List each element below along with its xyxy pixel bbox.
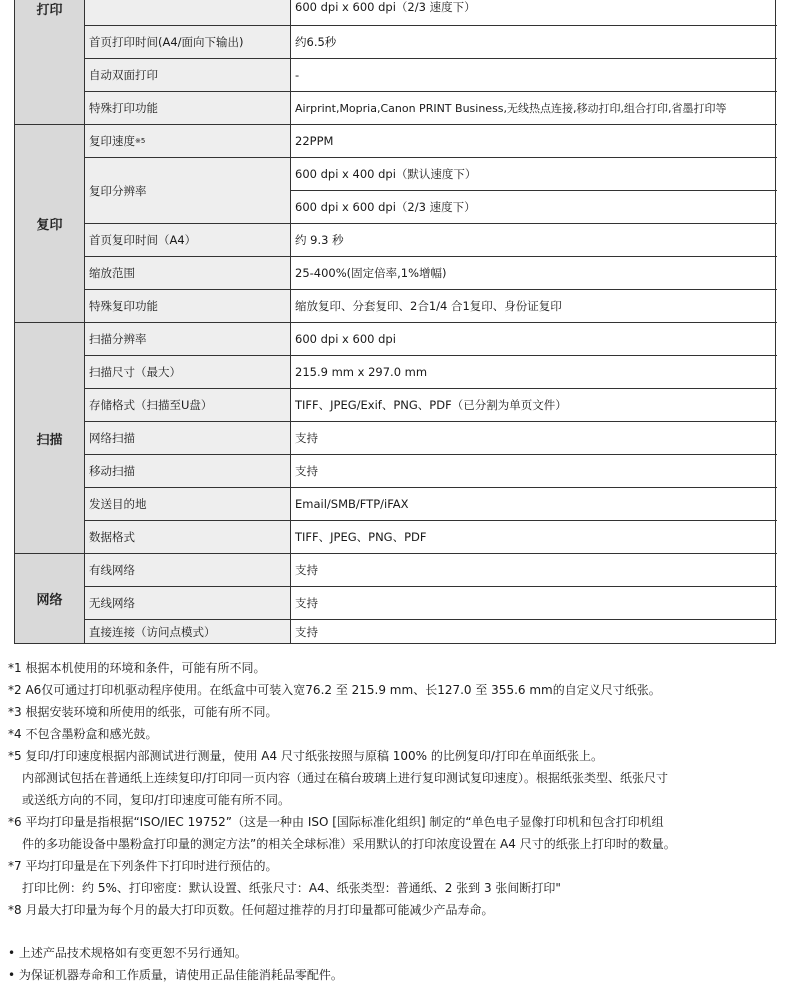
- spacer: [8, 921, 786, 942]
- row-value: Airprint,Mopria,Canon PRINT Business,无线热点连接,移动打印,组合打印,省墨打印等: [295, 102, 727, 115]
- row-value: 约 9.3 秒: [295, 233, 344, 247]
- table-row: [85, 0, 777, 26]
- table-row: [85, 521, 777, 554]
- category-scan: 扫描: [15, 323, 85, 554]
- table-row: [85, 587, 777, 620]
- row-label: 直接连接（访问点模式）: [85, 620, 291, 643]
- footnote: 打印比例：约 5%、打印密度：默认设置、纸张尺寸：A4、纸张类型：普通纸、2 张到 3 张间断打印": [22, 881, 561, 895]
- footnote: *6 平均打印量是指根据“ISO/IEC 19752”（这是一种由 ISO [国际标准化组织] 制定的“单色电子显像打印机和包含打印机组: [8, 815, 664, 829]
- bullet-note: • 为保证机器寿命和工作质量，请使用正品佳能消耗品零配件。: [8, 968, 343, 982]
- row-label: 复印速度 ※5: [85, 125, 291, 157]
- row-value: TIFF、JPEG/Exif、PNG、PDF（已分割为单页文件）: [295, 398, 567, 412]
- row-value: -: [295, 68, 300, 82]
- row-label: 网络扫描: [85, 422, 291, 454]
- row-value: Email/SMB/FTP/iFAX: [295, 497, 409, 511]
- table-row: [85, 59, 777, 92]
- row-label: 首页打印时间(A4/面向下输出): [85, 26, 291, 58]
- table-row: [85, 389, 777, 422]
- row-value: 22PPM: [295, 134, 334, 148]
- table-row: [85, 323, 777, 356]
- row-value: 支持: [295, 563, 318, 577]
- row-label: 有线网络: [85, 554, 291, 586]
- row-label: 数据格式: [85, 521, 291, 553]
- table-row: [85, 125, 777, 158]
- footnote: *5 复印/打印速度根据内部测试进行测量，使用 A4 尺寸纸张按照与原稿 100% 的比例复印/打印在单面纸张上。: [8, 749, 603, 763]
- table-row: [85, 554, 777, 587]
- row-value: 600 dpi x 600 dpi: [295, 332, 396, 346]
- table-row: [85, 92, 777, 125]
- table-row: [85, 620, 777, 643]
- row-value: 支持: [295, 596, 318, 610]
- row-label: 发送目的地: [85, 488, 291, 520]
- table-row: [85, 356, 777, 389]
- footnote: *1 根据本机使用的环境和条件，可能有所不同。: [8, 661, 266, 675]
- row-label: 扫描尺寸（最大）: [85, 356, 291, 388]
- row-value: 600 dpi x 600 dpi（2/3 速度下）: [291, 191, 777, 224]
- row-label: 存储格式（扫描至U盘）: [85, 389, 291, 421]
- row-value: 25-400%(固定倍率,1%增幅): [295, 266, 447, 280]
- footnote: *8 月最大打印量为每个月的最大打印页数。任何超过推荐的月打印量都可能减少产品寿命。: [8, 903, 494, 917]
- row-value: 约6.5秒: [295, 35, 337, 49]
- table-row: [85, 455, 777, 488]
- row-value: 缩放复印、分套复印、2合1/4 合1复印、身份证复印: [295, 299, 562, 313]
- table-row: [85, 257, 777, 290]
- row-value: 支持: [295, 431, 318, 445]
- footnote: 内部测试包括在普通纸上连续复印/打印同一页内容（通过在稿台玻璃上进行复印测试复印速度）。根据纸张类型、纸张尺寸: [22, 771, 669, 785]
- footnote: 件的多功能设备中墨粉盒打印量的测定方法”的相关全球标准）采用默认的打印浓度设置在 A4 尺寸的纸张上打印时的数量。: [22, 837, 676, 851]
- category-network: 网络: [15, 554, 85, 643]
- row-label: 自动双面打印: [85, 59, 291, 91]
- footnotes: [8, 657, 786, 986]
- footnote: *2 A6仅可通过打印机驱动程序使用。在纸盒中可装入宽76.2 至 215.9 mm、长127.0 至 355.6 mm的自定义尺寸纸张。: [8, 683, 661, 697]
- row-value: 支持: [295, 624, 318, 639]
- category-copy: 复印: [15, 125, 85, 323]
- row-label: 移动扫描: [85, 455, 291, 487]
- row-label: [85, 0, 291, 25]
- row-value: TIFF、JPEG、PNG、PDF: [295, 530, 427, 544]
- row-label: 复印分辨率: [85, 158, 291, 224]
- row-value: 支持: [295, 464, 318, 478]
- bullet-note: • 上述产品技术规格如有变更恕不另行通知。: [8, 946, 247, 960]
- row-value: 215.9 mm x 297.0 mm: [295, 365, 428, 379]
- spec-table: [14, 0, 776, 644]
- table-row: [85, 422, 777, 455]
- row-value: 600 dpi x 400 dpi（默认速度下）: [291, 158, 777, 191]
- row-value: 600 dpi x 600 dpi（2/3 速度下）: [295, 0, 476, 14]
- table-row: [85, 290, 777, 323]
- row-label: 缩放范围: [85, 257, 291, 289]
- footnote: *3 根据安装环境和所使用的纸张，可能有所不同。: [8, 705, 278, 719]
- row-label: 无线网络: [85, 587, 291, 619]
- row-label: 扫描分辨率: [85, 323, 291, 355]
- table-row: [85, 224, 777, 257]
- footnote: *7 平均打印量是在下列条件下打印时进行预估的。: [8, 859, 278, 873]
- row-label: 特殊复印功能: [85, 290, 291, 322]
- footnote: *4 不包含墨粉盒和感光鼓。: [8, 727, 158, 741]
- footnote: 或送纸方向的不同，复印/打印速度可能有所不同。: [22, 793, 291, 807]
- row-label: 特殊打印功能: [85, 92, 291, 124]
- table-row: [85, 26, 777, 59]
- category-print: 打印: [15, 0, 85, 125]
- row-label: 首页复印时间（A4）: [85, 224, 291, 256]
- table-row: [85, 488, 777, 521]
